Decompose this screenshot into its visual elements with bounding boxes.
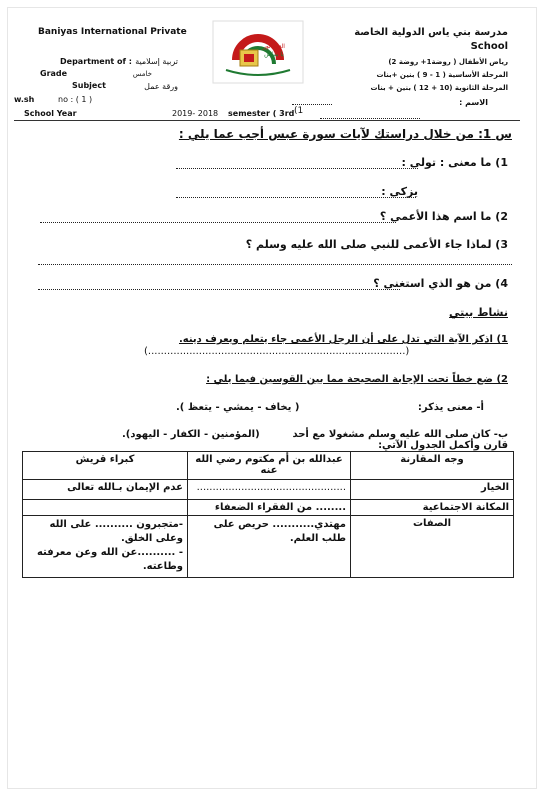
school-year-label: School Year (24, 109, 77, 118)
q1-item3: 3) لماذا جاء الأعمى للنبي صلى الله عليه وسلم ؟ (245, 238, 508, 251)
part-a-options[interactable]: ( يخاف - يمشي - يتعظ ). (176, 402, 300, 413)
table-row (23, 516, 514, 578)
table-row (23, 500, 514, 516)
part-b-label: ب- كان صلى الله عليه وسلم مشغولا مع أحد (292, 429, 508, 440)
header-aspect: وجه المقارنة (351, 452, 514, 480)
cell-traits-label: الصفات (351, 516, 514, 578)
q1-item1: 1) ما معنى : تولى : (401, 156, 508, 169)
header-abdullah: عبدالله بن أم مكتوم رضي الله عنه (188, 452, 351, 480)
semester-mark: (1 (294, 106, 304, 116)
logo-text-1: العلم نور (263, 43, 285, 50)
cell-status-abdullah[interactable]: ........ من الفقراء الضعفاء (188, 500, 351, 516)
compare-instruction: قارن وأكمل الجدول الآتي: (378, 440, 508, 451)
school-name-en: Baniyas International Private (38, 27, 187, 37)
name-label: الاسم : (459, 98, 488, 107)
school-word: School (470, 41, 508, 52)
q1-item4: 4) من هو الذي استغنى ؟ (373, 277, 508, 290)
cell-choice-label: الخيار (351, 480, 514, 500)
part-a-label: أ- معنى يذكر: (417, 402, 484, 413)
cell-status-quraysh[interactable] (23, 500, 188, 516)
activity-item2: 2) ضع خطاً تحت الإجابة الصحيحة مما بين القوسين فيما يلي : (206, 374, 508, 385)
table-header-row (23, 452, 514, 480)
school-year-value: 2019- 2018 (172, 109, 219, 118)
subject-value: ورقة عمل (144, 82, 178, 91)
answer-line-3[interactable] (40, 222, 396, 223)
name-line (292, 104, 332, 105)
department-value: تربية إسلامية (135, 57, 178, 66)
activity-item1-answer[interactable]: (.................................................................................) (144, 346, 410, 357)
activity-item1: 1) اذكر الآية التي تدل على أن الرجل الأعمى جاء يتعلم ويعرف دينه. (178, 334, 508, 345)
cell-choice-quraysh: عدم الإيمان بـالله تعالى (23, 480, 188, 500)
cell-choice-abdullah[interactable]: ............................................... (188, 480, 351, 500)
comparison-table (22, 451, 514, 578)
cell-traits-quraysh[interactable]: -متجبرون .......... على الله وعلى الخلق. - ..........عن الله وعن معرفته وطاعته. (23, 516, 188, 578)
school-logo-icon (212, 20, 304, 84)
kg-line: رياض الأطفال ( روضة1+ روضة 2) (388, 58, 508, 66)
cell-status-label: المكانة الاجتماعية (351, 500, 514, 516)
department-label: Department of : (60, 57, 132, 66)
name-line-2 (320, 118, 420, 119)
activity-title: نشاط بيتي (449, 306, 508, 319)
grade-value: خامس (132, 70, 152, 78)
answer-line-1[interactable] (176, 168, 418, 169)
logo-text-2: يا بنياس (264, 51, 284, 58)
subject-label: Subject (72, 81, 106, 90)
primary-line: المرحلة الأساسية ( 1 - 9 ) بنين +بنات (376, 71, 508, 79)
q1-title: س 1: من خلال دراستك لآيات سورة عبس أجب عما يلي : (178, 127, 512, 141)
q1-item2: 2) ما اسم هذا الأعمى ؟ (379, 210, 508, 223)
secondary-line: المرحلة الثانوية (10 + 12 ) بنين + بنات (370, 84, 508, 92)
header-divider (14, 120, 520, 121)
grade-label: Grade (40, 69, 68, 78)
answer-line-4[interactable] (38, 264, 512, 265)
answer-line-2[interactable] (176, 197, 416, 198)
answer-line-5[interactable] (38, 289, 400, 290)
worksheet-page (8, 8, 536, 788)
semester-field: semester ( 3rd (228, 109, 295, 118)
wsh-label: w.sh (14, 95, 35, 104)
school-name-ar: مدرسة بني ياس الدولية الخاصة (354, 27, 508, 38)
q1-item1b: يزكى : (381, 185, 418, 198)
header-quraysh: كبراء قريش (23, 452, 188, 480)
part-b-options[interactable]: (المؤمنين - الكفار - اليهود). (122, 429, 260, 440)
number-field: no : ( 1 ) (58, 95, 93, 104)
cell-traits-abdullah[interactable]: مهتدي........... حريص على طلب العلم. (188, 516, 351, 578)
table-row (23, 480, 514, 500)
